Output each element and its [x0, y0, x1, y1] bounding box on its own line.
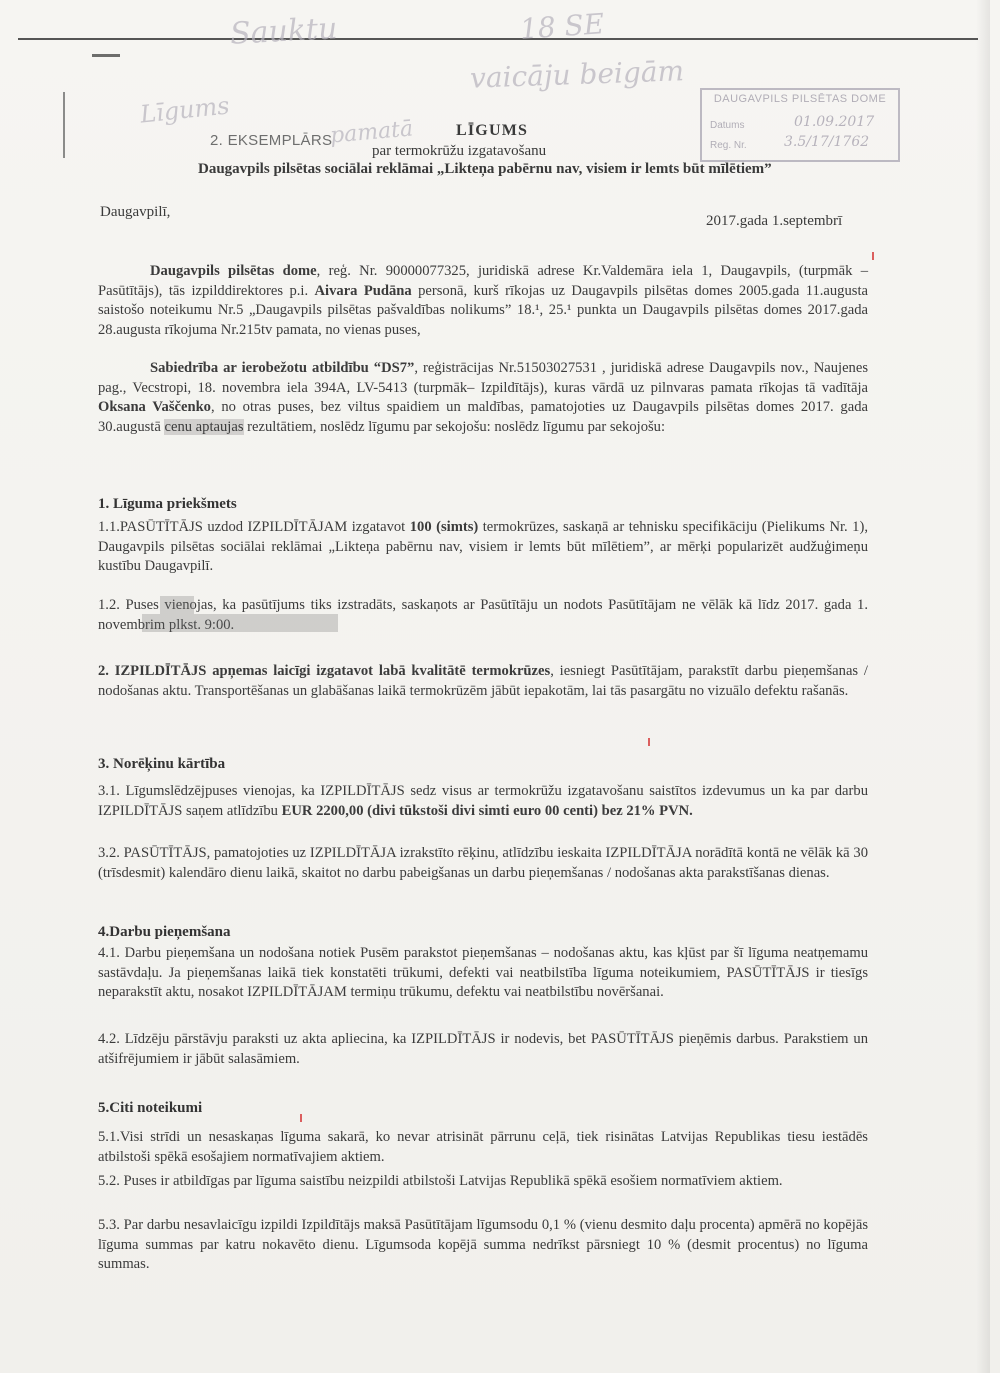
clause-3-2: 3.2. PASŪTĪTĀJS, pamatojoties uz IZPILDĪTĀJA izrakstīto rēķinu, atlīdzību ieskaita IZPILDĪTĀJA norādītā kontā ne vēlāk kā 30 (trīsdesmit) kalendāro dienu laikā, skaitot no darbu pabeigšanas un darbu pieņemšanas / nodošanas akta parakstīšanas dienas.	[98, 845, 868, 881]
pen-mark	[92, 54, 120, 57]
registration-stamp	[700, 88, 900, 162]
text-run: , reģ. Nr. 90000077325, juridiskā adrese Kr.Valdemāra iela 1, Daugavpils, (turpmāk – Pasūtītājs), tās izpilddirektores p.i.	[98, 263, 868, 299]
clause-3-1	[98, 782, 868, 821]
text-run: , reģistrācijas Nr.51503027531 , juridiskā adrese Daugavpils nov., Naujenes pag., Vecstropi, 18. novembra iela 394A, LV-5413 (turpmāk– Izpildītājs), kuras vārdā uz pilnvaras pamata rīkojas tā vadītāja	[98, 360, 869, 396]
contract-amount: EUR 2200,00 (divi tūkstoši divi simti euro 00 centi) bez 21% PVN.	[281, 802, 693, 819]
stamp-date-value: 01.09.2017	[794, 114, 875, 130]
section-4-heading: 4.Darbu pieņemšana	[98, 924, 231, 940]
stamp-reg-value: 3.5/17/1762	[784, 134, 870, 150]
section-2-heading: 2. IZPILDĪTĀJS apņemas laicīgi izgatavot labā kvalitātē termokrūzes	[98, 663, 551, 679]
highlight-mark	[160, 596, 194, 614]
contract-date: 2017.gada 1.septembrī	[706, 213, 843, 229]
text-run: termokrūzes, saskaņā ar tehnisku specifikāciju (Pielikums Nr. 1), Daugavpils pilsētas sociālai reklāmai „Likteņa pabērnu nav, visiem ir lemts būt mīlētiem”, ar mērķi popularizēt audžuģimeņu kustību Daugavpilī.	[98, 519, 868, 574]
red-mark	[300, 1114, 302, 1122]
section-1-heading: 1. Līguma priekšmets	[98, 496, 237, 512]
highlighted-text: cenu aptaujas	[164, 418, 244, 435]
page-edge-shadow	[976, 0, 990, 1373]
clause-4-2: 4.2. Līdzēju pārstāvju paraksti uz akta apliecina, ka IZPILDĪTĀJS ir nodevis, bet PASŪTĪTĀJS pieņēmis darbus. Parakstiem un atšifrējumiem ir jābūt salasāmiem.	[98, 1031, 868, 1067]
clause-1-1	[98, 518, 868, 577]
margin-mark	[63, 92, 65, 158]
document-subject: Daugavpils pilsētas sociālai reklāmai „Likteņa pabērnu nav, visiem ir lemts būt mīlētiem”	[198, 161, 772, 177]
text-run: personā, kurš rīkojas uz Daugavpils pilsētas domes 2005.gada 11.augusta saistošo noteikumu Nr.5 „Daugavpils pilsētas pašvaldības nolikums” 18.¹, 25.¹ punkta un Daugavpils pilsētas domes 2017.gada 28.augusta rīkojuma Nr.215tv pamata, no vienas puses,	[98, 282, 868, 338]
red-mark	[872, 252, 874, 260]
quantity: 100 (simts)	[409, 519, 479, 535]
copy-label: 2. EKSEMPLĀRS	[210, 132, 333, 149]
handwriting-note: Sauktu	[229, 11, 339, 52]
section-5-heading: 5.Citi noteikumi	[98, 1100, 203, 1116]
text-run: 3.1. Līgumslēdzējpuses vienojas, ka IZPILDĪTĀJS sedz visus ar termokrūžu izgatavošanu saistītos izdevumus un ka par darbu IZPILDĪTĀJS saņem atlīdzību	[98, 783, 868, 819]
place-of-signing: Daugavpilī,	[100, 204, 171, 220]
stamp-head: DAUGAVPILS PILSĒTAS DOME	[713, 93, 887, 105]
handwriting-note: 18 SE	[518, 7, 606, 46]
text-run: , no otras puses, bez viltus spaidiem un maldības, pamatojoties uz Daugavpils pilsētas domes 2017. gada 30.augustā	[98, 399, 868, 435]
handwriting-note: Līgums	[138, 91, 231, 129]
intro-paragraph-1	[98, 262, 868, 340]
red-mark	[648, 738, 650, 746]
clause-5-3: 5.3. Par darbu nesavlaicīgu izpildi Izpildītājs maksā Pasūtītājam līgumsodu 0,1 % (vienu desmito daļu procenta) apmērā no kopējās līguma summas par katru nokavēto dienu. Līgumsoda kopējā summa nedrīkst pārsniegt 10 % (desmit procentus) no līguma summas.	[98, 1217, 868, 1272]
top-rule	[18, 38, 978, 40]
party-1-name: Daugavpils pilsētas dome	[150, 263, 317, 279]
handwriting-note: vaicāju beigām	[469, 54, 685, 95]
handwriting-note: pamatā	[329, 116, 415, 149]
party-1-representative: Aivara Pudāna	[314, 282, 412, 299]
document-title: LĪGUMS	[456, 122, 529, 139]
highlight-mark	[142, 614, 338, 632]
clause-5-1: 5.1.Visi strīdi un nesaskaņas līguma sakarā, ko nevar atrisināt pārrunu ceļā, tiek risinātas Latvijas Republikas tiesu iestādēs atbilstoši spēkā esošajiem normatīvajiem aktiem.	[98, 1129, 868, 1165]
document-subtitle: par termokrūžu izgatavošanu	[372, 143, 547, 159]
clause-1-2: 1.2. Puses vienojas, ka pasūtījums tiks izstradāts, saskaņots ar Pasūtītāju un nodots Pasūtītājam ne vēlāk kā līdz 2017. gada 1. novembrim plkst. 9:00.	[98, 597, 868, 633]
clause-4-1: 4.1. Darbu pieņemšana un nodošana notiek Pusēm parakstot pieņemšanas – nodošanas aktu, kas kļūst par šī līguma neatņemamu sastāvdaļu. Ja pieņemšanas laikā tiek konstatēti trūkumi, defekti vai neatbilstība līguma noteikumiem, PASŪTĪTĀJS ir tiesīgs neparakstīt aktu, nosakot IZPILDĪTĀJAM termiņu trūkumu, defektu vai neatbilstību novēršanai.	[98, 945, 868, 1000]
text-run: 1.1.PASŪTĪTĀJS uzdod IZPILDĪTĀJAM izgatavot	[98, 519, 410, 535]
section-2	[98, 662, 868, 701]
intro-paragraph-2	[98, 359, 868, 437]
clause-5-2: 5.2. Puses ir atbildīgas par līguma saistību neizpildi atbilstoši Latvijas Republikā spēkā esošiem normatīviem aktiem.	[98, 1173, 783, 1189]
section-3-heading: 3. Norēķinu kārtība	[98, 756, 226, 772]
stamp-reg-label: Reg. Nr.	[710, 140, 747, 151]
text-run: , iesniegt Pasūtītājam, parakstīt darbu pieņemšanas / nodošanas aktu. Transportēšanas un glabāšanas laikā termokrūzēm jābūt iepakotām, lai tās pasargātu no vizuālo defektu rašanās.	[98, 663, 868, 699]
text-run: rezultātiem, noslēdz līgumu par sekojošu: noslēdz līgumu par sekojošu:	[243, 418, 666, 435]
party-2-representative: Oksana Vaščenko	[98, 399, 211, 415]
stamp-date-label: Datums	[710, 120, 745, 131]
party-2-name: Sabiedrība ar ierobežotu atbildību “DS7”	[150, 360, 415, 376]
